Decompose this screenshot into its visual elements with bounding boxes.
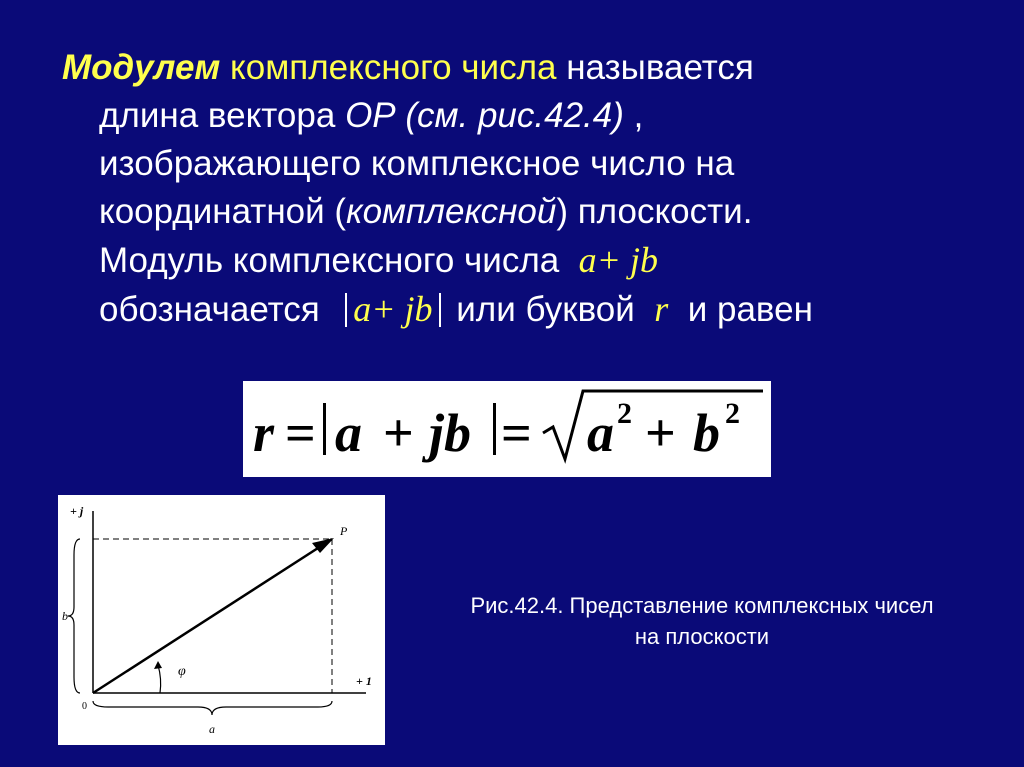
abs-bar-right	[439, 293, 441, 327]
term-complex-number: комплексного числа	[230, 48, 557, 87]
point-p-label: P	[340, 524, 348, 538]
figure-box	[58, 495, 385, 745]
caption-line-1: Рис.42.4. Представление комплексных чисел	[470, 593, 934, 618]
angle-arc	[158, 665, 161, 693]
x-axis-label: + 1	[356, 674, 372, 688]
line-6-text: обозначается	[99, 290, 320, 329]
caption-line-2: на плоскости	[634, 624, 770, 649]
line-6-or-letter: или буквой	[456, 290, 635, 329]
definition-paragraph	[62, 44, 982, 334]
abs-expression: a+ jb	[353, 289, 433, 329]
formula-plus-2: +	[645, 403, 676, 463]
origin-label: 0	[82, 701, 87, 712]
vector-op	[93, 539, 332, 693]
line-1	[62, 44, 982, 92]
vector-diagram	[58, 495, 385, 745]
line-2-text: длина вектора	[99, 96, 336, 135]
figure-caption	[412, 590, 992, 652]
formula-box	[243, 381, 771, 477]
abs-bar-left	[345, 293, 347, 327]
line-4-tail: ) плоскости.	[556, 192, 753, 231]
line-6	[62, 285, 982, 334]
formula-jb: jb	[429, 403, 472, 463]
line-4	[62, 188, 982, 236]
line-3: изображающего комплексное число на	[99, 144, 735, 183]
brace-a	[93, 701, 332, 715]
formula-bar-left	[323, 403, 326, 455]
expression-a-plus-jb: a+ jb	[578, 240, 658, 280]
formula-b2: b	[693, 403, 720, 463]
angle-label: φ	[178, 664, 186, 679]
formula-svg	[243, 381, 771, 477]
formula-exp-a: 2	[617, 397, 632, 430]
line-5-text: Модуль комплексного числа	[99, 241, 560, 280]
complex-plane-word: комплексной	[346, 192, 557, 231]
formula-r: r	[253, 403, 275, 463]
vector-reference: ОР (см. рис.42.4)	[345, 96, 624, 135]
line-4-text: координатной (	[99, 192, 347, 231]
line-1-tail: называется	[566, 48, 754, 87]
formula-bar-right	[493, 403, 496, 455]
formula-a2: a	[587, 403, 614, 463]
formula-a: a	[335, 403, 362, 463]
line-5	[62, 236, 982, 285]
line-2-tail: ,	[633, 96, 644, 135]
term-modulus: Модулем	[62, 48, 221, 87]
formula-exp-b: 2	[725, 397, 740, 430]
a-label: a	[209, 722, 215, 736]
b-label: b	[62, 609, 68, 623]
line-2	[62, 92, 982, 140]
angle-arc-arrow	[154, 661, 162, 669]
r-symbol: r	[654, 289, 669, 329]
line-6-tail: и равен	[687, 290, 813, 329]
y-axis-label: + j	[70, 504, 84, 518]
formula-plus: +	[383, 403, 414, 463]
formula-eq-2: =	[501, 403, 532, 463]
formula-eq-1: =	[285, 403, 316, 463]
brace-b	[68, 539, 80, 693]
